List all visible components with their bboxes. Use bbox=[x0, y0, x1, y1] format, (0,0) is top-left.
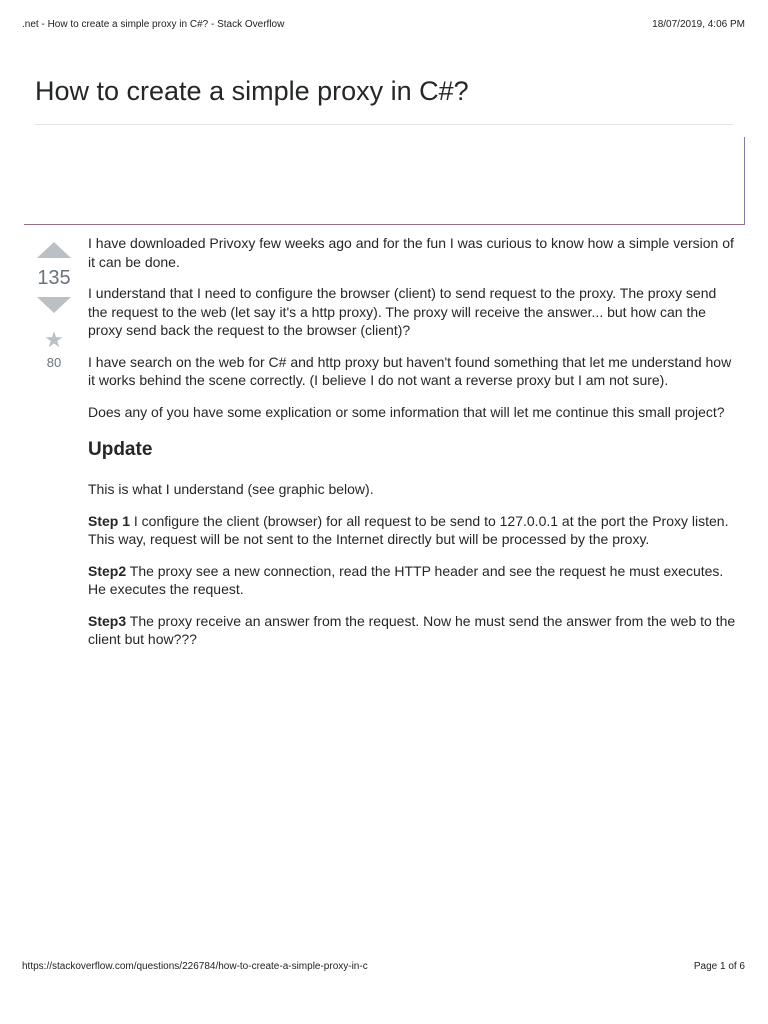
step-text: The proxy receive an answer from the request. Now he must send the answer from the web to the client but how??? bbox=[88, 612, 736, 647]
print-page-title: .net - How to create a simple proxy in C#? - Stack Overflow bbox=[22, 19, 285, 30]
update-heading: Update bbox=[88, 439, 153, 460]
print-footer bbox=[22, 961, 745, 973]
question-body bbox=[88, 234, 736, 662]
downvote-arrow-icon[interactable] bbox=[37, 297, 71, 313]
paragraph: This is what I understand (see graphic below). bbox=[88, 481, 374, 497]
print-header bbox=[22, 19, 745, 31]
step-paragraph bbox=[88, 562, 736, 599]
paragraph: I have downloaded Privoxy few weeks ago and for the fun I was curious to know how a simple version of it can be done. bbox=[88, 235, 734, 270]
paragraph: I have search on the web for C# and http proxy but haven't found something that let me understand how it works behind the scene correctly. (I believe I do not want a reverse proxy but I am not sure). bbox=[88, 353, 732, 388]
print-url[interactable]: https://stackoverflow.com/questions/226784/how-to-create-a-simple-proxy-in-c bbox=[22, 961, 368, 972]
step-text: The proxy see a new connection, read the HTTP header and see the request he must executes. He executes the request. bbox=[88, 562, 724, 597]
favorite-count: 80 bbox=[46, 355, 62, 370]
step-paragraph bbox=[88, 612, 736, 649]
upvote-arrow-icon[interactable] bbox=[37, 242, 71, 258]
step-paragraph bbox=[88, 512, 736, 549]
ad-placeholder bbox=[24, 137, 745, 225]
print-page-number: Page 1 of 6 bbox=[693, 961, 745, 972]
vote-panel bbox=[34, 242, 74, 371]
title-divider bbox=[35, 124, 733, 125]
step-label: Step3 bbox=[88, 612, 127, 629]
question-title[interactable]: How to create a simple proxy in C#? bbox=[35, 76, 469, 106]
star-icon[interactable]: ★ bbox=[44, 327, 64, 352]
paragraph: Does any of you have some explication or some information that will let me continue this small project? bbox=[88, 403, 725, 420]
vote-count: 135 bbox=[37, 267, 71, 289]
step-label: Step2 bbox=[88, 562, 127, 579]
step-text: I configure the client (browser) for all request to be send to 127.0.0.1 at the port the Proxy listen. This way, request will be not sent to the Internet directly but will be processed by the proxy. bbox=[88, 512, 729, 547]
print-datetime: 18/07/2019, 4:06 PM bbox=[652, 19, 745, 30]
paragraph: I understand that I need to configure the browser (client) to send request to the proxy. The proxy send the request to the web (let say it's a http proxy). The proxy will receive the answer... but how can the proxy send back the request to the browser (client)? bbox=[88, 285, 717, 338]
step-label: Step 1 bbox=[88, 512, 131, 529]
